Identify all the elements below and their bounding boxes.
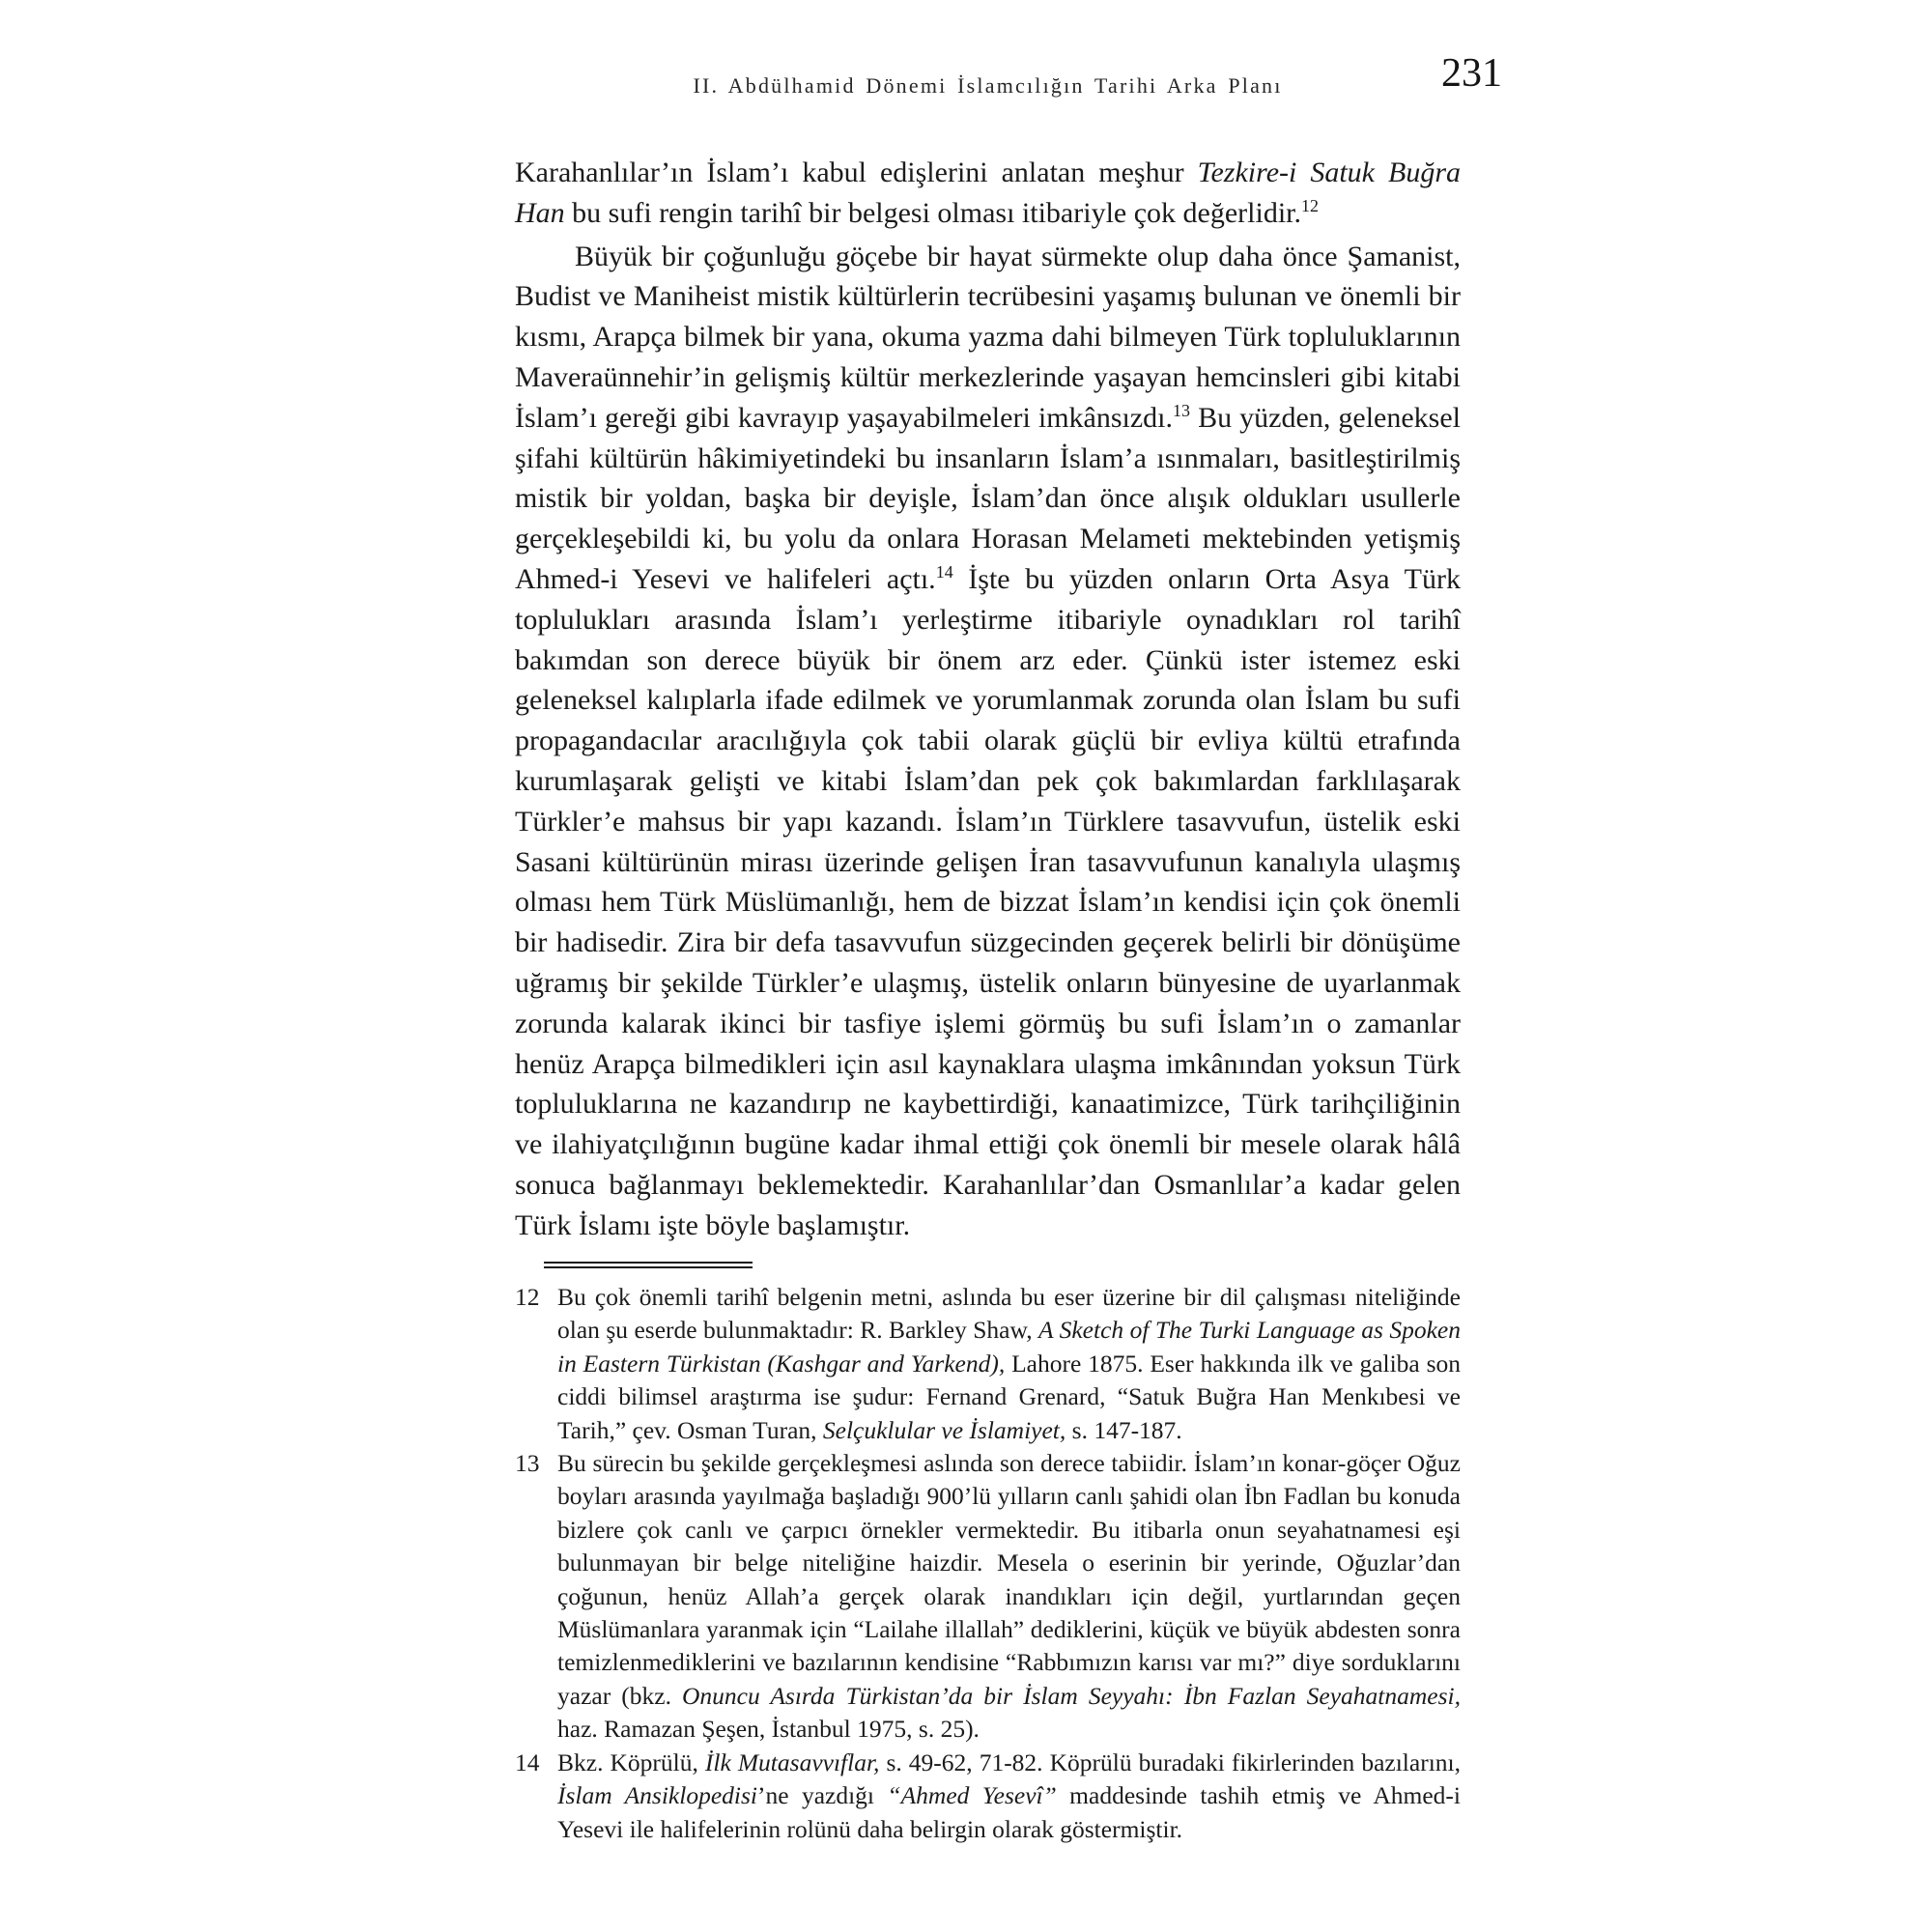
footnote-number: 12: [515, 1283, 540, 1311]
footnote-text: [557, 1283, 1461, 1444]
footnote-text: [557, 1748, 1461, 1843]
italic-text: Selçuklular ve İslamiyet,: [822, 1415, 1066, 1444]
page-header: [0, 0, 1932, 135]
text-run: maddesinde tashih etmiş ve Ahmed-i Yesevi ile halifelerinin rolünü daha belirgin olarak göstermiştir.: [557, 1781, 1461, 1843]
body-text: [515, 153, 1461, 1246]
body-paragraph: [515, 237, 1461, 1246]
text-run: Bu yüzden, geleneksel şifahi kültürün hâkimiyetindeki bu insanların İslam’a ısınmaları, basitleştirilmiş mistik bir yoldan, başka bir deyişle, İslam’dan önce alışık oldukları usullerle gerçekleşebildi ki, bu yolu da onlara Horasan Melameti mektebinden yetişmiş Ahmed-i Yesevi ve halifeleri açtı.: [515, 401, 1461, 595]
text-run: s. 147-187.: [1065, 1415, 1182, 1444]
footnote-ref: 14: [935, 561, 953, 582]
italic-text: İlk Mutasavvıflar,: [704, 1747, 880, 1776]
footnote-item: [515, 1447, 1461, 1747]
text-run: Bkz. Köprülü,: [557, 1747, 705, 1776]
running-title: II. Abdülhamid Dönemi İslamcılığın Tarihi Arka Planı: [693, 73, 1283, 98]
text-run: bu sufi rengin tarihî bir belgesi olması itibariyle çok değerlidir.: [564, 196, 1301, 229]
body-paragraph: [515, 153, 1461, 234]
text-run: Karahanlılar’ın İslam’ı kabul edişlerini anlatan meşhur: [515, 156, 1198, 188]
page-number: 231: [1441, 51, 1502, 96]
footnote-item: [515, 1747, 1461, 1846]
footnote-ref: 13: [1173, 400, 1191, 420]
text-run: s. 49-62, 71-82. Köprülü buradaki fikirlerinden bazılarını,: [879, 1747, 1461, 1776]
text-run: Bu çok önemli tarihî belgenin metni, aslında bu eser üzerine bir dil çalışması niteliğinde olan şu eserde bulunmaktadır: R. Barkley Shaw,: [557, 1283, 1461, 1345]
text-run: haz. Ramazan Şeşen, İstanbul 1975, s. 25).: [557, 1715, 980, 1744]
footnote-number: 13: [515, 1449, 540, 1478]
footnote-number: 14: [515, 1747, 540, 1776]
footnote-separator: [544, 1262, 753, 1268]
text-run: Büyük bir çoğunluğu göçebe bir hayat sürmekte olup daha önce Şamanist, Budist ve Maniheist mistik kültürlerin tecrübesini yaşamış bulunan ve önemli bir kısmı, Arapça bilmek bir yana, okuma yazma dahi bilmeyen Türk topluluklarının Maveraünnehir’in gelişmiş kültür merkezlerinde yaşayan hemcinsleri gibi kitabi İslam’ı gereği gibi kavrayıp yaşayabilmeleri imkânsızdı.: [515, 240, 1461, 434]
text-run: Bu sürecin bu şekilde gerçekleşmesi aslında son derece tabiidir. İslam’ın konar-göçer Oğuz boyları arasında yayılmağa başladığı 900’lü yılların canlı şahidi olan İbn Fadlan bu konuda bizlere çok canlı ve çarpıcı örnekler vermektedir. Bu itibarla onun seyahatnamesi eşi bulunmayan bir belge niteliğine haizdir. Mesela o eserinin bir yerinde, Oğuzlar’dan çoğunun, henüz Allah’a gerçek olarak inandıkları için değil, yurtlarından geçen Müslümanlara yaranmak için “Lailahe illallah” dediklerini, küçük ve büyük abdesten sonra temizlenmediklerini ve bazılarının kendisine “Rabbımızın karısı var mı?” diye sorduklarını yazar (bkz.: [557, 1449, 1461, 1710]
italic-text: A Sketch of The Turki Language as Spoken in Eastern Türkistan (Kashgar and Yarkend),: [557, 1316, 1461, 1378]
text-run: Lahore 1875. Eser hakkında ilk ve galiba son ciddi bilimsel araştırma ise şudur: Fernand Grenard, “Satuk Buğra Han Menkıbesi ve Tarih,” çev. Osman Turan,: [557, 1349, 1462, 1444]
italic-text: Tezkire-i Satuk Buğra Han: [515, 156, 1461, 229]
italic-text: Onuncu Asırda Türkistan’da bir İslam Seyyahı: İbn Fazlan Seyahatnamesi,: [682, 1681, 1461, 1710]
text-run: ’ne yazdığı: [757, 1781, 888, 1810]
italic-text: İslam Ansiklopedisi: [557, 1781, 757, 1810]
text-run: İşte bu yüzden onların Orta Asya Türk toplulukları arasında İslam’ı yerleştirme itibariyle oynadıkları rol tarihî bakımdan son derece büyük bir önem arz eder. Çünkü ister istemez eski geleneksel kalıplarla ifade edilmek ve yorumlanmak zorunda olan İslam bu sufi propagandacılar aracılığıyla çok tabii olarak güçlü bir evliya kültü etrafında kurumlaşarak gelişti ve kitabi İslam’dan pek çok bakımlardan farklılaşarak Türkler’e mahsus bir yapı kazandı. İslam’ın Türklere tasavvufun, üstelik eski Sasani kültürünün mirası üzerinde gelişen İran tasavvufunun kanalıyla ulaşmış olması hem Türk Müslümanlığı, hem de bizzat İslam’ın kendisi için çok önemli bir hadisedir. Zira bir defa tasavvufun süzgecinden geçerek belirli bir dönüşüme uğramış bir şekilde Türkler’e ulaşmış, üstelik onların bünyesine de uyarlanmak zorunda kalarak ikinci bir tasfiye işlemi görmüş bu sufi İslam’ın o zamanlar henüz Arapça bilmedikleri için asıl kaynaklara ulaşma imkânından yoksun Türk topluluklarına ne kazandırıp ne kaybettirdiği, kanaatimizce, Türk tarihçiliğinin ve ilahiyatçılığının bugüne kadar ihmal ettiği çok önemli bir mesele olarak hâlâ sonuca bağlanmayı beklemektedir. Karahanlılar’dan Osmanlılar’a kadar gelen Türk İslamı işte böyle başlamıştır.: [515, 562, 1461, 1241]
italic-text: “Ahmed Yesevî”: [887, 1781, 1057, 1810]
footnotes-section: [515, 1281, 1461, 1846]
footnote-item: [515, 1281, 1461, 1447]
footnote-ref: 12: [1301, 195, 1319, 215]
footnote-text: [557, 1449, 1461, 1743]
